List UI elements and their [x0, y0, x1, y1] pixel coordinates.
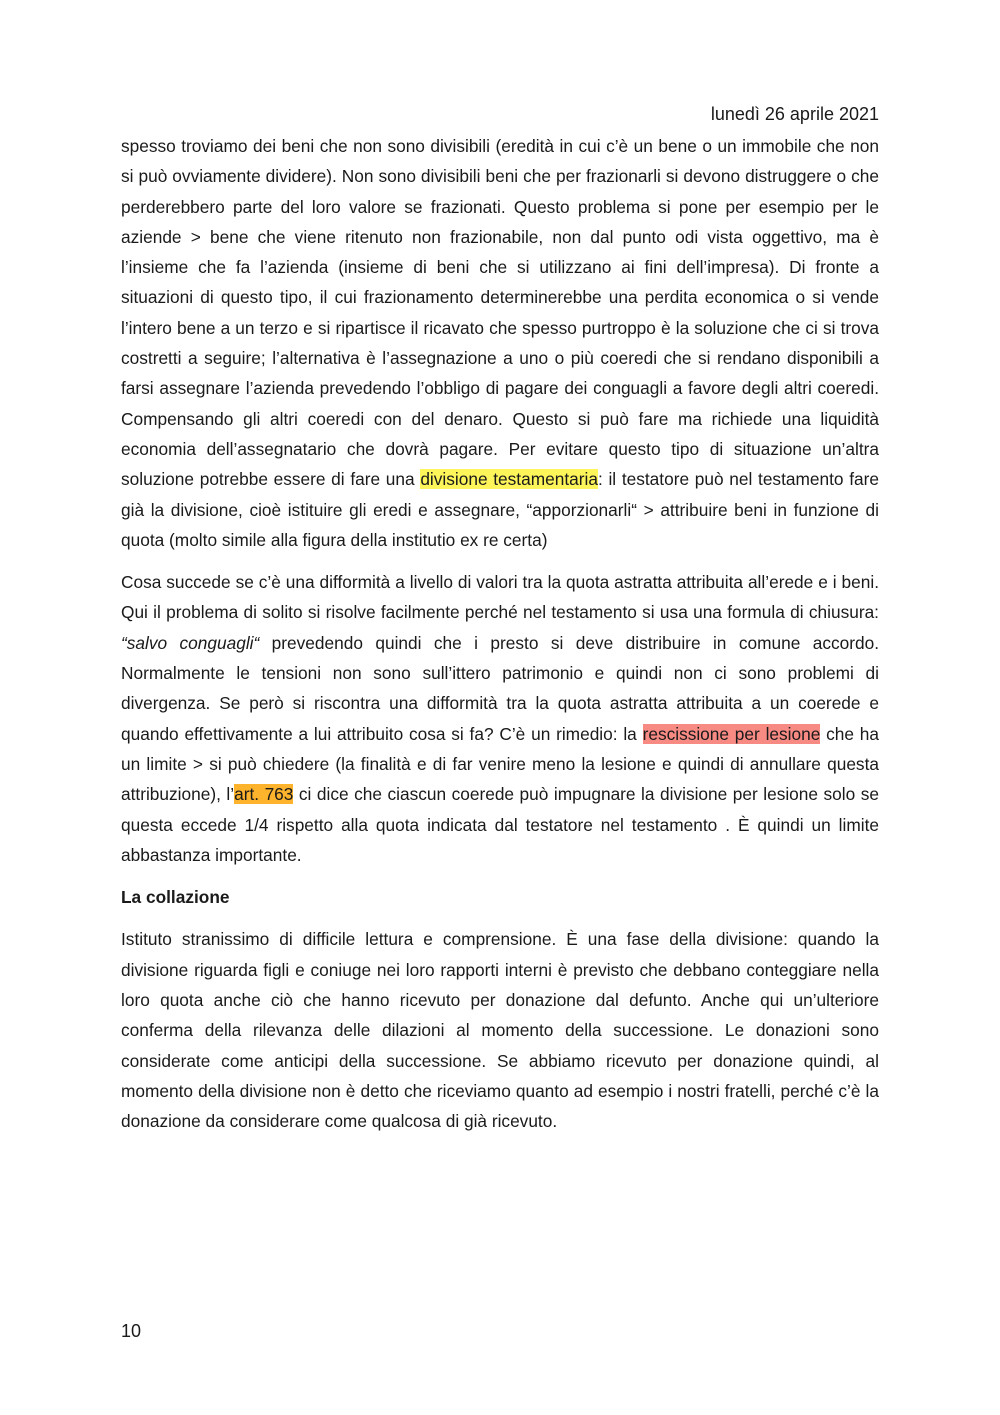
paragraph-text: spesso troviamo dei beni che non sono divisibili (eredità in cui c’è un bene o un immobile che non si può ovviamente dividere). Non sono divisibili beni che per frazionarli si devono distruggere o che perderebbero parte del loro valore se frazionati. Questo problema si pone per esempio per le aziende > bene che viene ritenuto non frazionabile, non dal punto odi vista oggettivo, ma è l’insieme che fa l’azienda (insieme di beni che si utilizzano ai fini dell’impresa). Di fronte a situazioni di questo tipo, il cui frazionamento determinerebbe una perdita economica o si vende l’intero bene a un terzo e si ripartisce il ricavato che spesso purtroppo è la soluzione che ci si trova costretti a seguire; l’alternativa è l’assegnazione a uno o più coeredi che si rendano disponibili a farsi assegnare l’azienda prevedendo l’obbligo di pagare dei conguagli a favore degli altri coeredi. Compensando gli altri coeredi con del denaro. Questo si può fare ma richiede una liquidità economia dell’assegnatario che dovrà pagare. Per evitare questo tipo di situazione un’altra soluzione potrebbe essere di fare una	[121, 136, 879, 490]
paragraph-difformita	[121, 567, 879, 870]
paragraph-collazione: Istituto stranissimo di difficile lettura e comprensione. È una fase della divisione: quando la divisione riguarda figli e coniuge nei loro rapporti interni è previsto che debbano conteggiare nella loro quota anche ciò che hanno ricevuto per donazione dal defunto. Anche qui un’ulteriore conferma della rilevanza delle dilazioni al momento della successione. Le donazioni sono considerate come anticipi della successione. Se abbiamo ricevuto per donazione quindi, al momento della divisione non è detto che riceviamo quanto ad esempio i nostri fratelli, perché c’è la donazione da considerare come qualcosa di già ricevuto.	[121, 929, 879, 1132]
paragraph-text: Cosa succede se c’è una difformità a livello di valori tra la quota astratta attribuita all’erede e i beni. Qui il problema di solito si risolve facilmente perché nel testamento si usa una formula di chiusura:	[121, 572, 879, 623]
page-number: 10	[121, 1321, 142, 1341]
highlight-rescissione-per-lesione: rescissione per lesione	[642, 723, 821, 744]
paragraph-text: prevedendo quindi che i presto si deve distribuire in comune accordo. Normalmente le tensioni non sono sull’ittero patrimonio e quindi non ci sono problemi di divergenza. Se però si riscontra una difformità tra la quota astratta attribuita a un coerede e quando effettivamente a lui attribuito cosa si fa? C’è un rimedio: la	[121, 632, 879, 744]
paragraph-text: che ha un limite > si può chiedere (la finalità e di far venire meno la lesione e quindi di annullare questa attribuzione), l’	[121, 723, 879, 805]
highlight-art-763: art. 763	[234, 784, 294, 805]
paragraph-text: ci dice che ciascun coerede può impugnare la divisione per lesione solo se questa eccede 1/4 rispetto alla quota indicata dal testatore nel testamento . È quindi un limite abbastanza importante.	[121, 784, 879, 865]
italic-salvo-conguagli: “salvo conguagli“	[121, 632, 260, 653]
paragraph-text: : il testatore può nel testamento fare già la divisione, cioè istituire gli eredi e assegnare, “apporzionarli“ > attribuire beni in funzione di quota (molto simile alla figura della institutio ex re certa)	[121, 469, 879, 550]
section-heading-collazione: La collazione	[121, 887, 230, 908]
page-date: lunedì 26 aprile 2021	[710, 104, 879, 124]
highlight-divisione-testamentaria: divisione testamentaria	[420, 469, 598, 490]
paragraph-division	[121, 131, 879, 555]
document-body	[121, 131, 879, 1137]
